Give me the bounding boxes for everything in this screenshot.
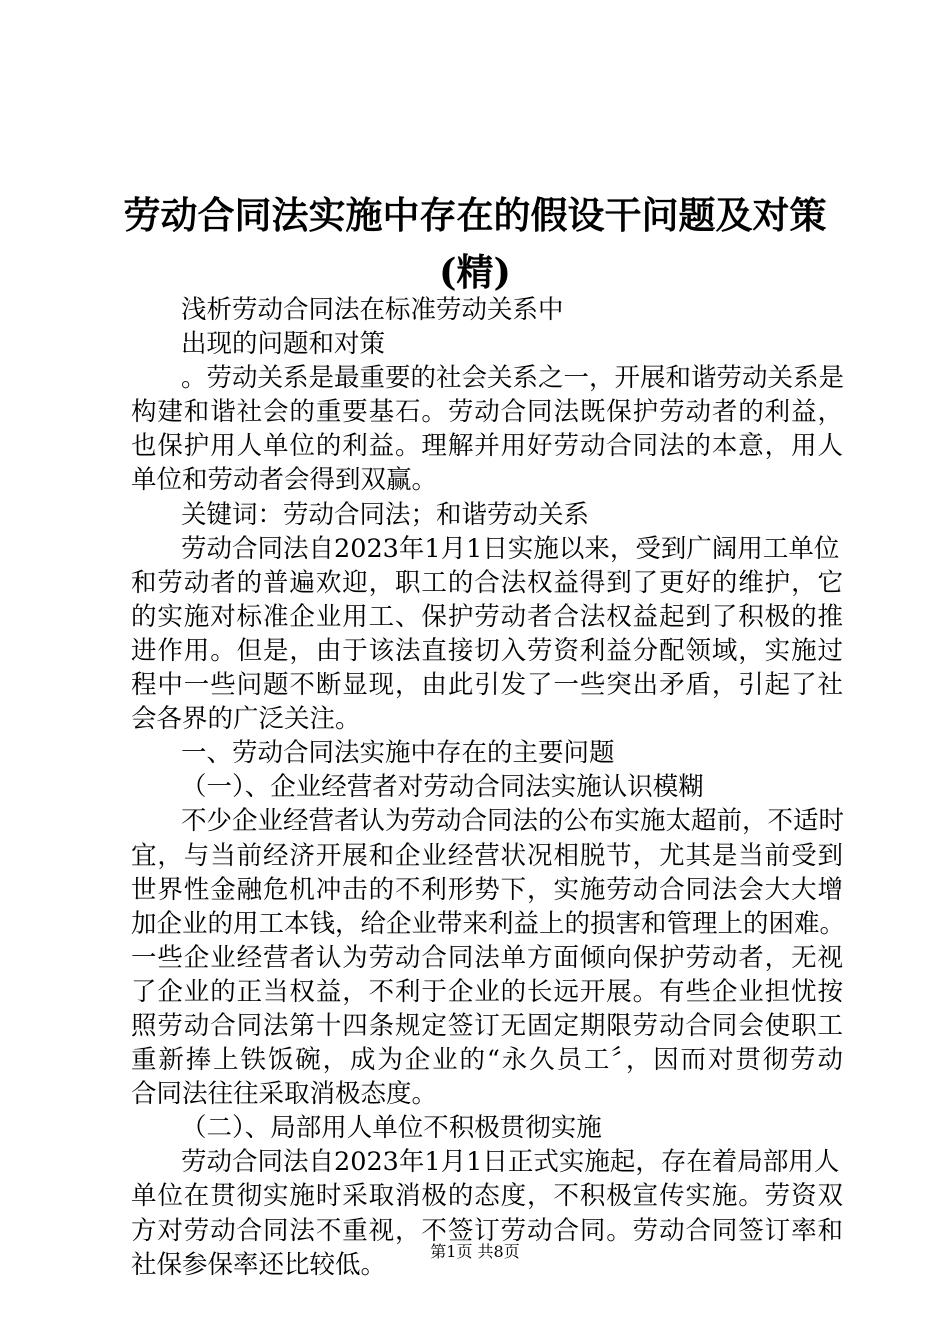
document-title-line-1: 劳动合同法实施中存在的假设干问题及对策 [123,193,827,237]
paragraph-line: 合同法往往采取消极态度。 [131,1079,438,1110]
paragraph-line: 进作用。但是，由于该法直接切入劳资利益分配领域，实施过 [131,635,843,666]
paragraph-line: 社保参保率还比较低。 [131,1249,387,1280]
paragraph-line: 世界性金融危机冲击的不利形势下，实施劳动合同法会大大增 [131,874,843,905]
subsection-heading: （一）、企业经营者对劳动合同法实施认识模糊 [181,772,704,803]
abstract-line: 。劳动关系是最重要的社会关系之一，开展和谐劳动关系是 [181,363,845,394]
paragraph-line: 一些企业经营者认为劳动合同法单方面倾向保护劳动者，无视 [131,942,843,973]
paragraph-line: 宜，与当前经济开展和企业经营状况相脱节，尤其是当前受到 [131,840,843,871]
paragraph-line: 加企业的用工本钱，给企业带来利益上的损害和管理上的困难。 [131,908,846,939]
paragraph-line: 不少企业经营者认为劳动合同法的公布实施太超前，不适时 [181,806,845,837]
abstract-line: 也保护用人单位的利益。理解并用好劳动合同法的本意，用人 [131,431,843,462]
paragraph-line: 重新捧上铁饭碗，成为企业的“永久员工〞，因而对贯彻劳动 [131,1045,843,1076]
paragraph-line: 劳动合同法自2023年1月1日实施以来，受到广阔用工单位 [181,533,840,564]
paragraph-line: 了企业的正当权益，不利于企业的长远开展。有些企业担忧按 [131,976,843,1007]
document-body [131,293,846,1282]
paragraph-line: 程中一些问题不断显现，由此引发了一些突出矛盾，引起了社 [131,670,843,701]
paragraph-line: 劳动合同法自2023年1月1日正式实施起，存在着局部用人 [181,1147,840,1178]
paragraph-line: 的实施对标准企业用工、保护劳动者合法权益起到了积极的推 [131,601,843,632]
abstract-line: 构建和谐社会的重要基石。劳动合同法既保护劳动者的利益， [131,397,843,428]
paragraph-line: 单位在贯彻实施时采取消极的态度，不积极宣传实施。劳资双 [131,1181,843,1212]
paragraph-line: 和劳动者的普遍欢迎，职工的合法权益得到了更好的维护，它 [131,567,843,598]
page-footer: 第1页 共8页 [430,1242,520,1261]
section-heading: 一、劳动合同法实施中存在的主要问题 [181,738,615,769]
paragraph-line: 照劳动合同法第十四条规定签订无固定期限劳动合同会使职工 [131,1010,843,1041]
subsection-heading: （二）、局部用人单位不积极贯彻实施 [181,1113,602,1144]
subtitle-line-2: 出现的问题和对策 [181,329,386,360]
keywords-line: 关键词：劳动合同法；和谐劳动关系 [181,499,590,530]
document-title-line-2: (精) [438,250,511,294]
subtitle-line-1: 浅析劳动合同法在标准劳动关系中 [181,295,564,325]
paragraph-line: 方对劳动合同法不重视，不签订劳动合同。劳动合同签订率和 [131,1215,843,1246]
abstract-line: 单位和劳动者会得到双赢。 [131,465,438,496]
paragraph-line: 会各界的广泛关注。 [131,704,361,735]
